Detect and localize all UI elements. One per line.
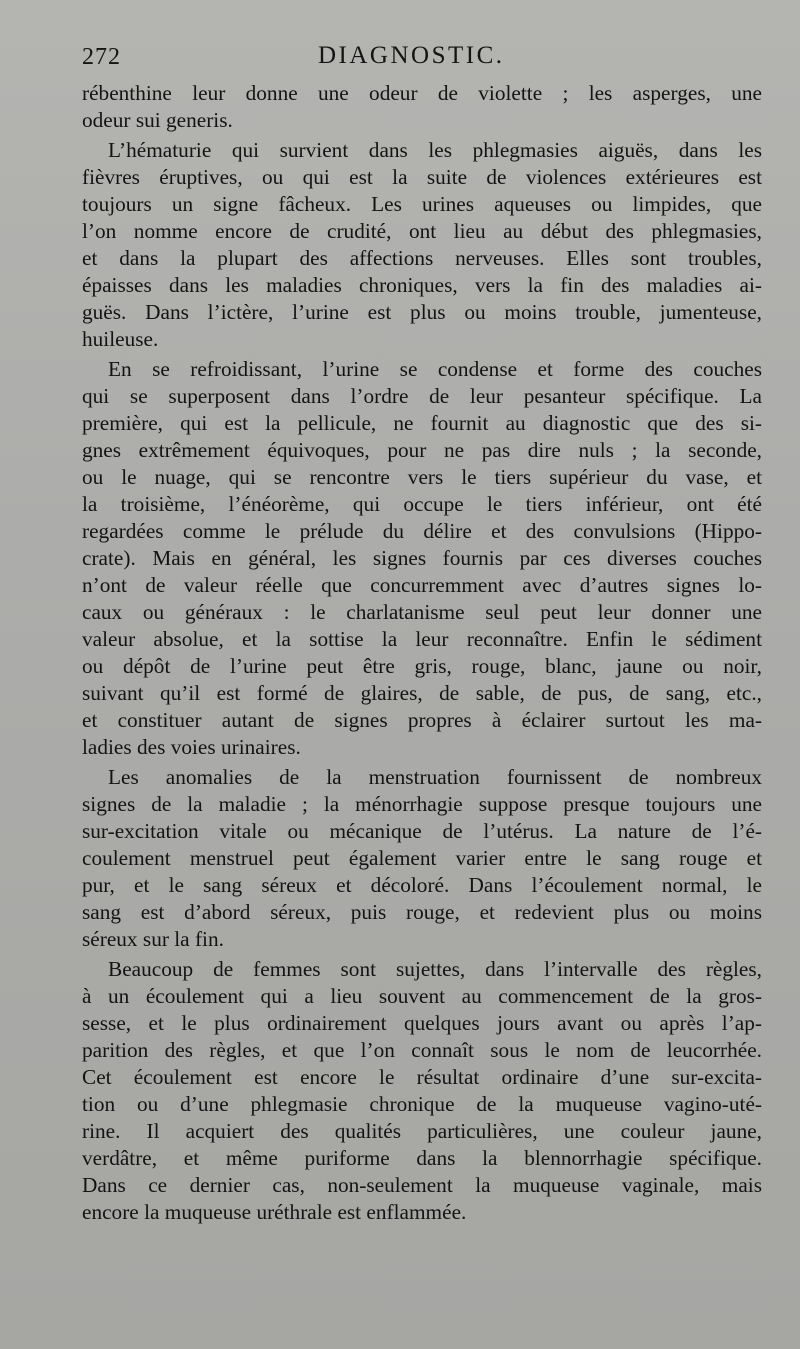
text-line: rébenthine leur donne une odeur de violette ; les asperges, une <box>82 81 762 105</box>
text-line: valeur absolue, et la sottise la leur reconnaître. Enfin le sédiment <box>82 627 762 651</box>
text-line: Les anomalies de la menstruation fournissent de nombreux <box>108 765 762 789</box>
text-line: toujours un signe fâcheux. Les urines aqueuses ou limpides, que <box>82 192 762 216</box>
text-line: et dans la plupart des affections nerveuses. Elles sont troubles, <box>82 246 762 270</box>
text-line: ou dépôt de l’urine peut être gris, rouge, blanc, jaune ou noir, <box>82 654 762 678</box>
text-line: pur, et le sang séreux et décoloré. Dans l’écoulement normal, le <box>82 873 762 897</box>
text-line: regardées comme le prélude du délire et des convulsions (Hippo- <box>82 519 762 543</box>
body-text <box>82 80 762 1226</box>
text-line: épaisses dans les maladies chroniques, vers la fin des maladies ai- <box>82 273 762 297</box>
text-line: En se refroidissant, l’urine se condense et forme des couches <box>108 357 762 381</box>
text-line: signes de la maladie ; la ménorrhagie suppose presque toujours une <box>82 792 762 816</box>
text-line: parition des règles, et que l’on connaît sous le nom de leucorrhée. <box>82 1038 762 1062</box>
text-line: ou le nuage, qui se rencontre vers le tiers supérieur du vase, et <box>82 465 762 489</box>
page-header <box>82 40 760 80</box>
text-line: n’ont de valeur réelle que concurremment avec d’autres signes lo- <box>82 573 762 597</box>
text-line: Dans ce dernier cas, non-seulement la muqueuse vaginale, mais <box>82 1173 762 1197</box>
text-line: odeur sui generis. <box>82 108 233 132</box>
text-line: sang est d’abord séreux, puis rouge, et redevient plus ou moins <box>82 900 762 924</box>
text-line: et constituer autant de signes propres à éclairer surtout les ma- <box>82 708 762 732</box>
text-line: encore la muqueuse uréthrale est enflammée. <box>82 1200 467 1224</box>
text-line: L’hématurie qui survient dans les phlegmasies aiguës, dans les <box>108 138 762 162</box>
text-line: sur-excitation vitale ou mécanique de l’utérus. La nature de l’é- <box>82 819 762 843</box>
text-line: suivant qu’il est formé de glaires, de sable, de pus, de sang, etc., <box>82 681 762 705</box>
text-line: l’on nomme encore de crudité, ont lieu au début des phlegmasies, <box>82 219 762 243</box>
text-line: ladies des voies urinaires. <box>82 735 301 759</box>
page-number: 272 <box>82 44 121 70</box>
text-line: première, qui est la pellicule, ne fournit au diagnostic que des si- <box>82 411 762 435</box>
text-line: rine. Il acquiert des qualités particulières, une couleur jaune, <box>82 1119 762 1143</box>
text-line: coulement menstruel peut également varier entre le sang rouge et <box>82 846 762 870</box>
text-line: sesse, et le plus ordinairement quelques jours avant ou après l’ap- <box>82 1011 762 1035</box>
running-head: DIAGNOSTIC. <box>318 42 505 69</box>
text-line: gnes extrêmement équivoques, pour ne pas dire nuls ; la seconde, <box>82 438 762 462</box>
text-line: tion ou d’une phlegmasie chronique de la muqueuse vagino-uté- <box>82 1092 762 1116</box>
text-line: crate). Mais en général, les signes fournis par ces diverses couches <box>82 546 762 570</box>
text-line: guës. Dans l’ictère, l’urine est plus ou moins trouble, jumenteuse, <box>82 300 762 324</box>
text-line: caux ou généraux : le charlatanisme seul peut leur donner une <box>82 600 762 624</box>
text-line: fièvres éruptives, ou qui est la suite de violences extérieures est <box>82 165 762 189</box>
text-line: à un écoulement qui a lieu souvent au commencement de la gros- <box>82 984 762 1008</box>
text-line: qui se superposent dans l’ordre de leur pesanteur spécifique. La <box>82 384 762 408</box>
text-line: Beaucoup de femmes sont sujettes, dans l’intervalle des règles, <box>108 957 762 981</box>
text-line: la troisième, l’énéorème, qui occupe le tiers inférieur, ont été <box>82 492 762 516</box>
text-line: séreux sur la fin. <box>82 927 224 951</box>
text-line: verdâtre, et même puriforme dans la blennorrhagie spécifique. <box>82 1146 762 1170</box>
text-line: huileuse. <box>82 327 159 351</box>
text-line: Cet écoulement est encore le résultat ordinaire d’une sur-excita- <box>82 1065 762 1089</box>
